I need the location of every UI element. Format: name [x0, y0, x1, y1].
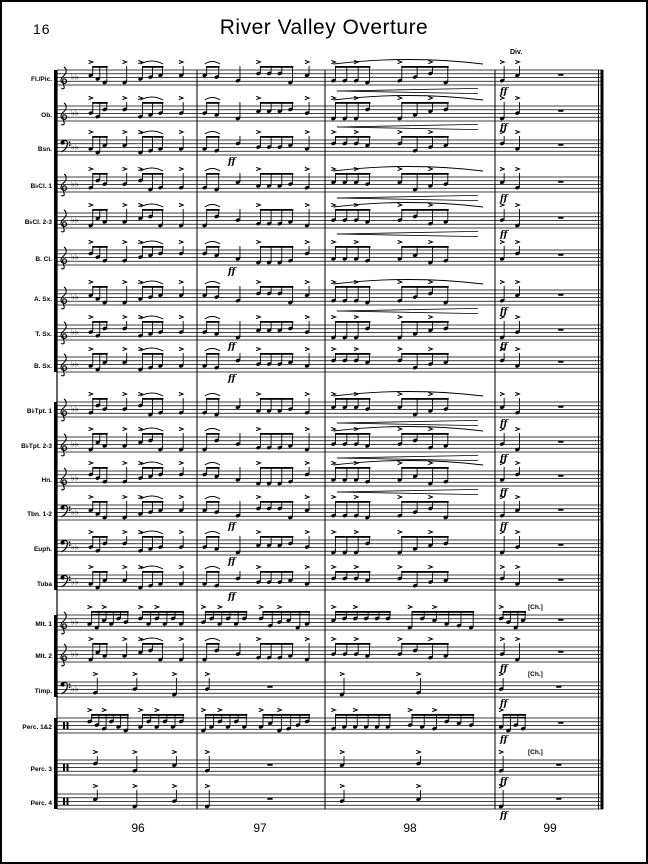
key-signature: ♭♭: [71, 108, 79, 118]
instrument-label: Perc. 3: [30, 766, 52, 773]
page-title: River Valley Overture: [219, 16, 429, 39]
key-signature: ♭♭: [71, 252, 79, 262]
instrument-label: T. Sx.: [35, 331, 52, 338]
dynamic-ff: ff: [500, 664, 508, 674]
staff-row: [25, 203, 603, 241]
staff-row: [31, 784, 603, 821]
chimes-cue: [Ch.]: [528, 604, 543, 611]
dynamic-ff: ff: [500, 488, 508, 498]
measure-number: 99: [543, 821, 557, 835]
group-bracket: [54, 70, 57, 372]
dynamic-ff: ff: [500, 777, 508, 787]
dynamic-ff: ff: [228, 342, 236, 352]
instrument-label: Perc. 4: [30, 800, 52, 807]
instrument-label: B♭Cl. 2-3: [24, 219, 52, 226]
key-signature: ♭♭: [71, 142, 79, 152]
staff-row: [35, 671, 603, 709]
measure-number: 97: [253, 821, 267, 835]
group-bracket: [54, 402, 57, 590]
dynamic-ff: ff: [228, 267, 236, 277]
instrument-label: Hn.: [41, 477, 52, 484]
dynamic-ff: ff: [500, 419, 508, 429]
instrument-label: B♭Tpt. 2-3: [21, 443, 52, 450]
staff-row: [34, 530, 603, 567]
dynamic-ff: ff: [500, 123, 508, 133]
key-signature: ♭♭: [71, 617, 79, 627]
dynamic-ff: ff: [228, 157, 236, 167]
page-number: 16: [33, 21, 51, 37]
staff-row: [37, 565, 603, 602]
key-signature: ♭♭: [71, 439, 79, 449]
group-bracket: [54, 718, 57, 809]
instrument-label: Timp.: [34, 688, 52, 695]
staff-row: [34, 280, 603, 318]
key-signature: ♭♭: [71, 215, 79, 225]
staff-row: [27, 392, 603, 430]
dynamic-ff: ff: [500, 230, 508, 240]
staff-row: [31, 167, 604, 205]
perc-clef-icon: [63, 798, 65, 806]
dynamic-ff: ff: [500, 699, 508, 709]
key-signature: ♭♭: [71, 684, 79, 694]
key-signature: ♭♭: [71, 72, 79, 82]
chimes-cue: [Ch.]: [528, 749, 543, 756]
dynamic-ff: ff: [500, 307, 508, 317]
dynamic-ff: ff: [500, 811, 508, 821]
instrument-label: Mlt. 2: [35, 653, 52, 660]
key-signature: ♭♭: [71, 649, 79, 659]
dynamic-ff: ff: [228, 522, 236, 532]
instrument-label: B. Cl.: [35, 256, 52, 263]
perc-clef-icon: [63, 722, 65, 730]
instrument-label: Bsn.: [37, 146, 52, 153]
dynamic-ff: ff: [500, 87, 508, 97]
key-signature: ♭♭: [71, 577, 79, 587]
dynamic-ff: ff: [228, 557, 236, 567]
chimes-cue: [Ch.]: [528, 671, 543, 678]
dynamic-ff: ff: [500, 735, 508, 745]
instrument-label: Ob.: [41, 112, 52, 119]
staff-row: [42, 461, 603, 499]
instrument-label: A. Sx.: [33, 296, 52, 303]
key-signature: ♭♭: [71, 292, 79, 302]
dynamic-ff: ff: [500, 342, 508, 352]
staff-row: [35, 604, 603, 634]
instrument-label: Fl./Pic.: [31, 76, 52, 83]
div-marking: Div.: [510, 49, 523, 56]
instrument-label: Perc. 1&2: [22, 724, 52, 731]
staff-row: [35, 315, 603, 352]
dynamic-ff: ff: [228, 592, 236, 602]
instrument-label: Euph.: [33, 546, 52, 553]
instrument-label: B. Sx.: [33, 363, 52, 370]
staff-row: [35, 637, 603, 674]
measure-number: 98: [403, 821, 417, 835]
key-signature: ♭♭: [71, 359, 79, 369]
key-signature: ♭♭: [71, 542, 79, 552]
staff-row: [27, 495, 603, 532]
dynamic-ff: ff: [500, 194, 508, 204]
perc-clef-icon: [63, 764, 65, 772]
staff-row: [35, 240, 603, 277]
dynamic-ff: ff: [500, 522, 508, 532]
instrument-label: Mlt. 1: [35, 621, 52, 628]
dynamic-ff: ff: [228, 374, 236, 384]
staff-row: [31, 749, 603, 787]
key-signature: ♭♭: [71, 404, 79, 414]
dynamic-ff: ff: [500, 454, 508, 464]
instrument-label: B♭Tpt. 1: [26, 408, 52, 415]
instrument-label: B♭Cl. 1: [30, 183, 52, 190]
staff-row: [41, 96, 603, 134]
key-signature: ♭♭: [71, 179, 79, 189]
key-signature: ♭♭: [71, 507, 79, 517]
final-barline-thick: [601, 70, 604, 809]
staff-row: [38, 130, 603, 167]
staff-row: [31, 49, 603, 97]
instrument-label: Tbn. 1-2: [27, 511, 52, 518]
key-signature: ♭♭: [71, 327, 79, 337]
key-signature: ♭♭: [71, 473, 79, 483]
staff-row: [22, 708, 603, 745]
staff-row: [21, 427, 603, 465]
measure-number: 96: [131, 821, 145, 835]
staff-row: [34, 347, 603, 384]
group-bracket: [54, 615, 57, 697]
instrument-label: Tuba: [36, 581, 52, 588]
